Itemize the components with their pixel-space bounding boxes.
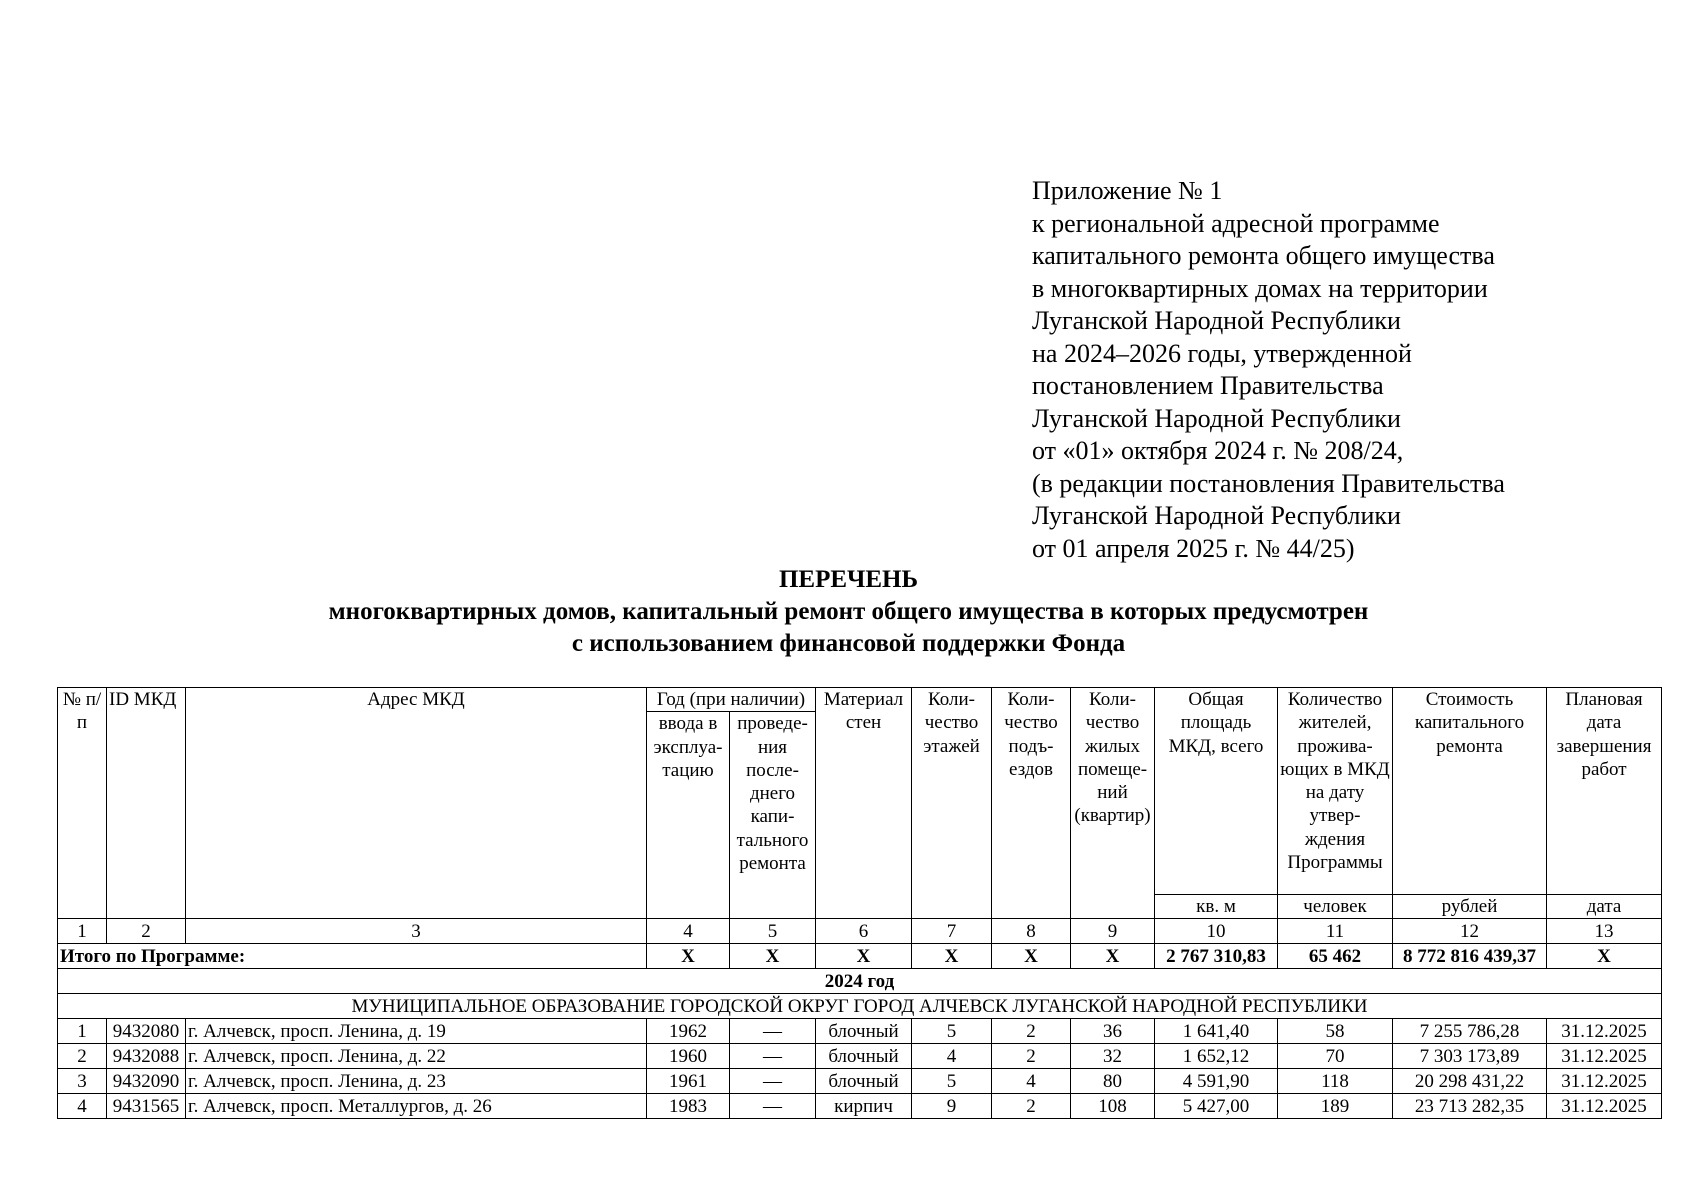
cell-year-repair: — xyxy=(730,1044,816,1069)
cell-apartments: 108 xyxy=(1071,1094,1155,1119)
header-date: Плановая дата завершения работ xyxy=(1547,688,1662,895)
cell-cost: 7 303 173,89 xyxy=(1393,1044,1547,1069)
column-number: 12 xyxy=(1393,919,1547,944)
header-num: № п/п xyxy=(58,688,107,919)
column-number: 2 xyxy=(107,919,186,944)
cell-num: 4 xyxy=(58,1094,107,1119)
header-floors: Коли-чество этажей xyxy=(912,688,992,919)
cell-residents: 118 xyxy=(1278,1069,1393,1094)
header-area: Общая площадь МКД, всего xyxy=(1155,688,1278,895)
cell-year-commission: 1961 xyxy=(647,1069,730,1094)
cell-id: 9432080 xyxy=(107,1019,186,1044)
column-number: 7 xyxy=(912,919,992,944)
cell-floors: 5 xyxy=(912,1019,992,1044)
column-number: 3 xyxy=(186,919,647,944)
housing-table xyxy=(57,687,1662,1119)
cell-year-repair: — xyxy=(730,1019,816,1044)
appendix-line: от «01» октября 2024 г. № 208/24, xyxy=(1032,436,1404,465)
appendix-line: в многоквартирных домах на территории xyxy=(1032,273,1488,303)
header-year-group: Год (при наличии) xyxy=(647,688,816,712)
total-year-repair: X xyxy=(730,944,816,969)
appendix-line: Луганской Народной Республики xyxy=(1032,403,1401,433)
header-year-commission: ввода в эксплуа-тацию xyxy=(647,712,730,919)
column-number: 8 xyxy=(992,919,1071,944)
cell-num: 2 xyxy=(58,1044,107,1069)
cell-id: 9432090 xyxy=(107,1069,186,1094)
table-row xyxy=(58,1094,1662,1119)
cell-residents: 70 xyxy=(1278,1044,1393,1069)
total-material: X xyxy=(816,944,912,969)
table-row xyxy=(58,1069,1662,1094)
cell-material: кирпич xyxy=(816,1094,912,1119)
appendix-line: Луганской Народной Республики xyxy=(1032,306,1401,335)
unit-date: дата xyxy=(1547,895,1662,919)
cell-num: 3 xyxy=(58,1069,107,1094)
cell-entrances: 2 xyxy=(992,1019,1071,1044)
cell-year-commission: 1983 xyxy=(647,1094,730,1119)
table-row xyxy=(58,1019,1662,1044)
column-number: 4 xyxy=(647,919,730,944)
municipality-row xyxy=(58,994,1662,1019)
cell-date: 31.12.2025 xyxy=(1547,1069,1662,1094)
cell-address: г. Алчевск, просп. Ленина, д. 19 xyxy=(186,1019,647,1044)
year-label: 2024 год xyxy=(58,969,1662,994)
cell-year-repair: — xyxy=(730,1069,816,1094)
header-id: ID МКД xyxy=(107,688,186,919)
cell-entrances: 2 xyxy=(992,1044,1071,1069)
cell-material: блочный xyxy=(816,1019,912,1044)
header-apartments: Коли-чество жилых помеще-ний (квартир) xyxy=(1071,688,1155,919)
total-year-commission: X xyxy=(647,944,730,969)
appendix-line: на 2024–2026 годы, утвержденной xyxy=(1032,338,1412,368)
cell-floors: 9 xyxy=(912,1094,992,1119)
total-area: 2 767 310,83 xyxy=(1155,944,1278,969)
cell-id: 9431565 xyxy=(107,1094,186,1119)
column-number: 5 xyxy=(730,919,816,944)
cell-address: г. Алчевск, просп. Ленина, д. 22 xyxy=(186,1044,647,1069)
appendix-line: от 01 апреля 2025 г. № 44/25) xyxy=(1032,533,1355,563)
total-floors: X xyxy=(912,944,992,969)
document-subtitle-line2: с использованием финансовой поддержки Фонда xyxy=(571,630,1126,657)
cell-residents: 58 xyxy=(1278,1019,1393,1044)
appendix-line: (в редакции постановления Правительства xyxy=(1032,468,1505,498)
cell-date: 31.12.2025 xyxy=(1547,1044,1662,1069)
header-row-1 xyxy=(58,688,1662,712)
header-year-repair: проведе-ния после-днего капи-тального ремонта xyxy=(730,712,816,919)
unit-area: кв. м xyxy=(1155,895,1278,919)
cell-area: 4 591,90 xyxy=(1155,1069,1278,1094)
appendix-line: постановлением Правительства xyxy=(1032,371,1384,400)
cell-year-commission: 1960 xyxy=(647,1044,730,1069)
cell-address: г. Алчевск, просп. Ленина, д. 23 xyxy=(186,1069,647,1094)
column-number: 1 xyxy=(58,919,107,944)
document-subtitle-line1: многоквартирных домов, капитальный ремонт общего имущества в которых предусмотрен xyxy=(328,598,1369,625)
cell-cost: 7 255 786,28 xyxy=(1393,1019,1547,1044)
cell-entrances: 4 xyxy=(992,1069,1071,1094)
cell-floors: 5 xyxy=(912,1069,992,1094)
cell-floors: 4 xyxy=(912,1044,992,1069)
cell-apartments: 36 xyxy=(1071,1019,1155,1044)
total-date: X xyxy=(1547,944,1662,969)
appendix-line: Луганской Народной Республики xyxy=(1032,501,1401,530)
cell-apartments: 80 xyxy=(1071,1069,1155,1094)
header-address: Адрес МКД xyxy=(186,688,647,919)
column-number: 6 xyxy=(816,919,912,944)
column-numbers-row xyxy=(58,919,1662,944)
cell-date: 31.12.2025 xyxy=(1547,1019,1662,1044)
cell-id: 9432088 xyxy=(107,1044,186,1069)
total-entrances: X xyxy=(992,944,1071,969)
appendix-line: Приложение № 1 xyxy=(1032,176,1223,205)
cell-date: 31.12.2025 xyxy=(1547,1094,1662,1119)
unit-cost: рублей xyxy=(1393,895,1547,919)
header-residents: Количество жителей, прожива-ющих в МКД на дату утвер-ждения Программы xyxy=(1278,688,1393,895)
unit-residents: человек xyxy=(1278,895,1393,919)
cell-area: 1 641,40 xyxy=(1155,1019,1278,1044)
total-apartments: X xyxy=(1071,944,1155,969)
municipality-label: МУНИЦИПАЛЬНОЕ ОБРАЗОВАНИЕ ГОРОДСКОЙ ОКРУГ ГОРОД АЛЧЕВСК ЛУГАНСКОЙ НАРОДНОЙ РЕСПУБЛИКИ xyxy=(58,994,1662,1019)
document-title: ПЕРЕЧЕНЬ xyxy=(778,566,919,593)
cell-cost: 23 713 282,35 xyxy=(1393,1094,1547,1119)
cell-area: 1 652,12 xyxy=(1155,1044,1278,1069)
cell-entrances: 2 xyxy=(992,1094,1071,1119)
cell-year-commission: 1962 xyxy=(647,1019,730,1044)
total-row xyxy=(58,944,1662,969)
cell-year-repair: — xyxy=(730,1094,816,1119)
cell-cost: 20 298 431,22 xyxy=(1393,1069,1547,1094)
cell-address: г. Алчевск, просп. Металлургов, д. 26 xyxy=(186,1094,647,1119)
cell-material: блочный xyxy=(816,1069,912,1094)
table-row xyxy=(58,1044,1662,1069)
column-number: 9 xyxy=(1071,919,1155,944)
cell-apartments: 32 xyxy=(1071,1044,1155,1069)
year-row xyxy=(58,969,1662,994)
column-number: 11 xyxy=(1278,919,1393,944)
appendix-note xyxy=(1032,175,1672,565)
appendix-line: к региональной адресной программе xyxy=(1032,208,1440,238)
cell-area: 5 427,00 xyxy=(1155,1094,1278,1119)
column-number: 10 xyxy=(1155,919,1278,944)
cell-num: 1 xyxy=(58,1019,107,1044)
total-residents: 65 462 xyxy=(1278,944,1393,969)
header-cost: Стоимость капитального ремонта xyxy=(1393,688,1547,895)
total-label: Итого по Программе: xyxy=(58,944,647,969)
total-cost: 8 772 816 439,37 xyxy=(1393,944,1547,969)
column-number: 13 xyxy=(1547,919,1662,944)
appendix-line: капитального ремонта общего имущества xyxy=(1032,241,1495,270)
header-material: Материал стен xyxy=(816,688,912,919)
cell-material: блочный xyxy=(816,1044,912,1069)
header-entrances: Коли-чество подъ-ездов xyxy=(992,688,1071,919)
cell-residents: 189 xyxy=(1278,1094,1393,1119)
